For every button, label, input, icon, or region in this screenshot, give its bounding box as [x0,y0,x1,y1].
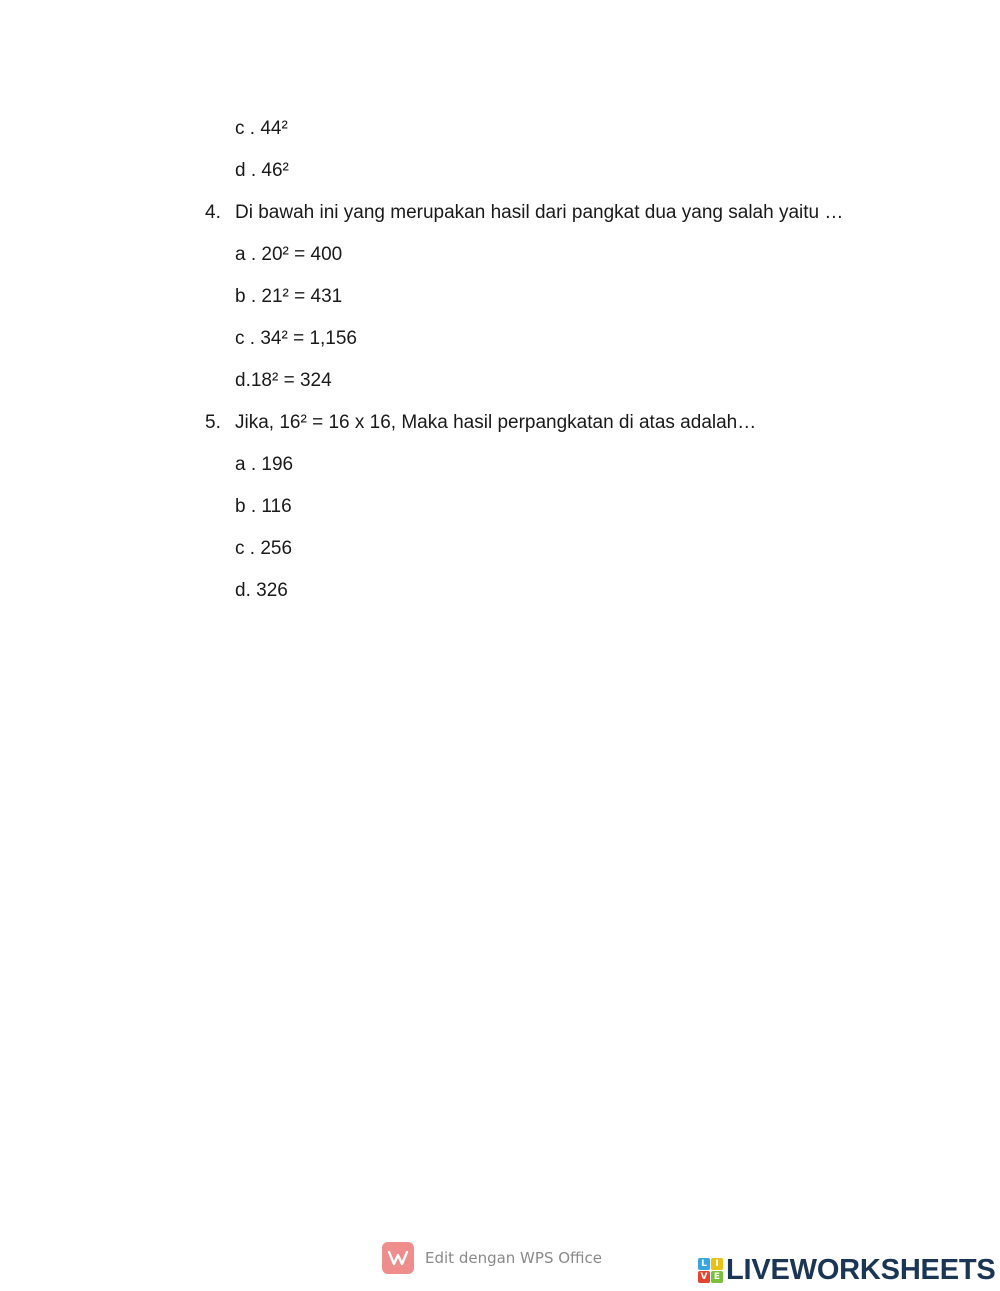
logo-letter-i: I [711,1258,723,1270]
q4-number: 4. [205,202,221,223]
q5-option-a: a . 196 [235,454,294,475]
q3-option-d: d . 46² [235,160,289,181]
q4-option-c: c . 34² = 1,156 [235,328,357,349]
q4-option-a: a . 20² = 400 [235,244,343,265]
q3-option-c: c . 44² [235,118,288,139]
q4-text: Di bawah ini yang merupakan hasil dari pangkat dua yang salah yaitu … [235,202,844,223]
wps-logo-icon [382,1242,414,1274]
wps-edit-label: Edit dengan WPS Office [425,1249,603,1267]
liveworksheets-grid-icon [698,1258,723,1283]
q5-option-d: d. 326 [235,580,288,601]
q5-text: Jika, 16² = 16 x 16, Maka hasil perpangkatan di atas adalah… [235,412,757,433]
q5-option-c: c . 256 [235,538,293,559]
q4-option-b: b . 21² = 431 [235,286,343,307]
liveworksheets-wordmark: LIVEWORKSHEETS [726,1254,996,1286]
wps-edit-link[interactable] [382,1242,602,1274]
q5-number: 5. [205,412,221,433]
q4-option-d: d.18² = 324 [235,370,332,391]
logo-letter-v: V [698,1271,710,1283]
logo-letter-l: L [698,1258,710,1270]
liveworksheets-logo[interactable] [698,1254,996,1287]
q5-option-b: b . 116 [235,496,292,517]
logo-letter-e: E [711,1271,723,1283]
